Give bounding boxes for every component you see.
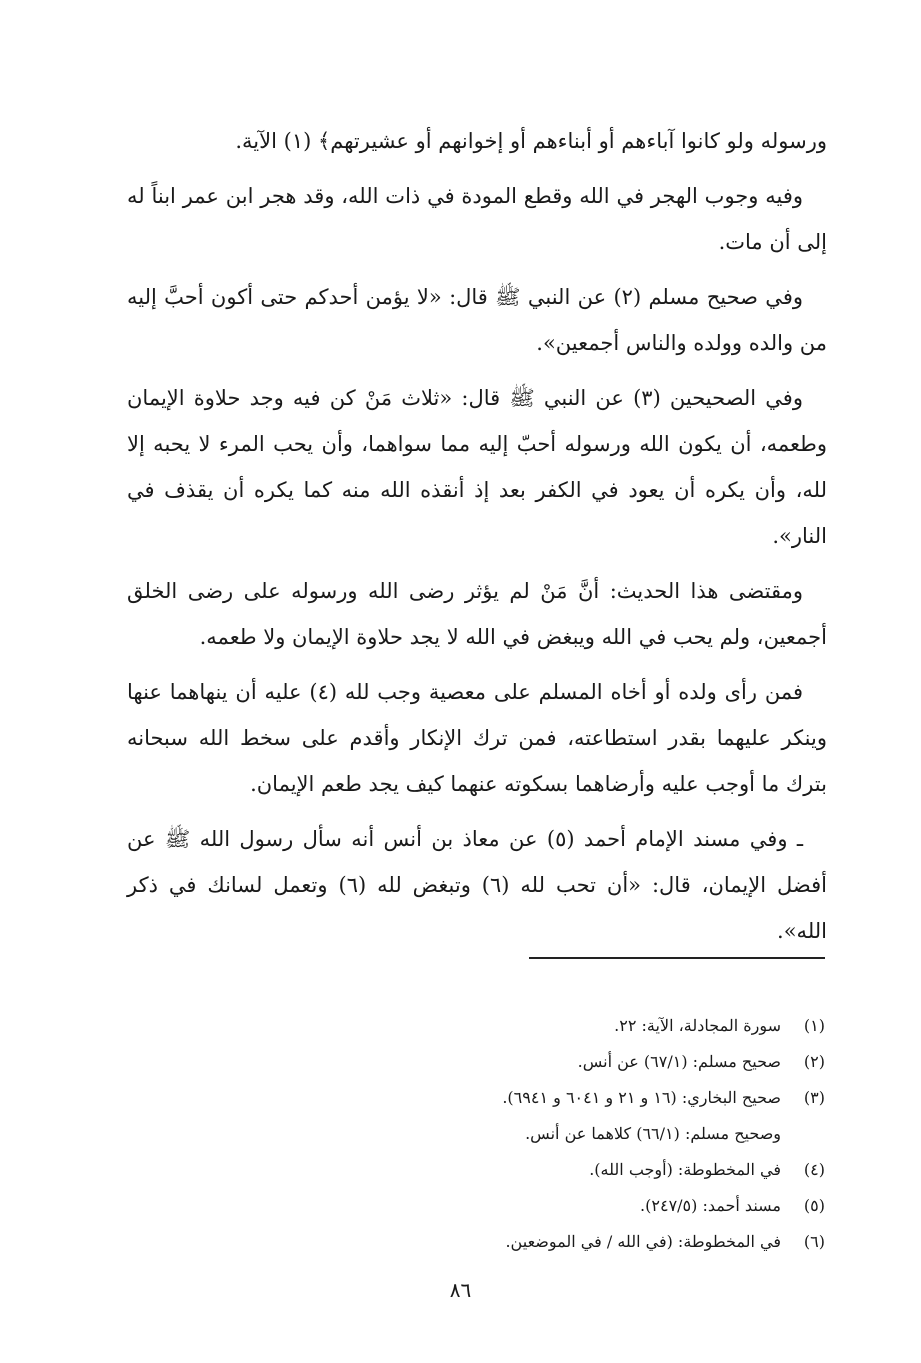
footnote-item: [265, 1224, 825, 1260]
footnote-item: [265, 1188, 825, 1224]
paragraph: وفي الصحيحين (٣) عن النبي ﷺ قال: «ثلاث مَنْ كن فيه وجد حلاوة الإيمان وطعمه، أن يكون الله ورسوله أحبّ إليه مما سواهما، وأن يحب المرء لا يحبه إلا لله، وأن يكره أن يعود في الكفر بعد إذ أنقذه الله منه كما يكره أن يقذف في النار».: [127, 386, 827, 548]
footnote-number: (٣): [803, 1088, 825, 1107]
footnotes: [265, 1008, 825, 1260]
footnote-number: (٥): [803, 1196, 825, 1215]
footnote-text: مسند أحمد: (٢٤٧/٥).: [640, 1196, 781, 1215]
footnote-text: في المخطوطة: (أوجب الله).: [589, 1160, 781, 1179]
footnote-number: (٦): [803, 1232, 825, 1251]
footnote-item: [265, 1080, 825, 1116]
footnote-number: (٢): [803, 1052, 825, 1071]
paragraph: وفي صحيح مسلم (٢) عن النبي ﷺ قال: «لا يؤمن أحدكم حتى أكون أحبَّ إليه من والده وولده والناس أجمعين».: [127, 285, 827, 355]
footnote-number: (٤): [803, 1160, 825, 1179]
footnote-text: سورة المجادلة، الآية: ٢٢.: [614, 1016, 781, 1035]
footnote-number: (١): [803, 1016, 825, 1035]
footnote-item: [265, 1008, 825, 1044]
footnote-text: صحيح البخاري: (١٦ و ٢١ و ٦٠٤١ و ٦٩٤١).: [502, 1088, 781, 1107]
main-text-body: [127, 118, 827, 963]
footnote-text: صحيح مسلم: (٦٧/١) عن أنس.: [577, 1052, 781, 1071]
page-number: ٨٦: [449, 1278, 472, 1302]
footnote-text: وصحيح مسلم: (٦٦/١) كلاهما عن أنس.: [525, 1124, 781, 1143]
paragraph: ـ وفي مسند الإمام أحمد (٥) عن معاذ بن أنس أنه سأل رسول الله ﷺ عن أفضل الإيمان، قال: «أن تحب لله (٦) وتبغض لله (٦) وتعمل لسانك في ذكر الله».: [127, 827, 828, 943]
paragraph: ومقتضى هذا الحديث: أنَّ مَنْ لم يؤثر رضى الله ورسوله على رضى الخلق أجمعين، ولم يحب في الله ويبغض في الله لا يجد حلاوة الإيمان ولا طعمه.: [127, 579, 827, 649]
paragraph: وفيه وجوب الهجر في الله وقطع المودة في ذات الله، وقد هجر ابن عمر ابناً له إلى أن مات.: [127, 184, 827, 254]
footnote-continuation: [265, 1116, 825, 1152]
footnote-item: [265, 1152, 825, 1188]
footnote-item: [265, 1044, 825, 1080]
paragraph: فمن رأى ولده أو أخاه المسلم على معصية وجب لله (٤) عليه أن ينهاهما عنها وينكر عليهما بقدر استطاعته، فمن ترك الإنكار وأقدم على سخط الله سبحانه بترك ما أوجب عليه وأرضاهما بسكوته عنهما كيف يجد طعم الإيمان.: [127, 680, 827, 796]
footnote-separator: [529, 957, 825, 959]
footnote-text: في المخطوطة: (في الله / في الموضعين.: [505, 1232, 781, 1251]
paragraph: ورسوله ولو كانوا آباءهم أو أبناءهم أو إخوانهم أو عشيرتهم﴾ (١) الآية.: [235, 129, 827, 153]
